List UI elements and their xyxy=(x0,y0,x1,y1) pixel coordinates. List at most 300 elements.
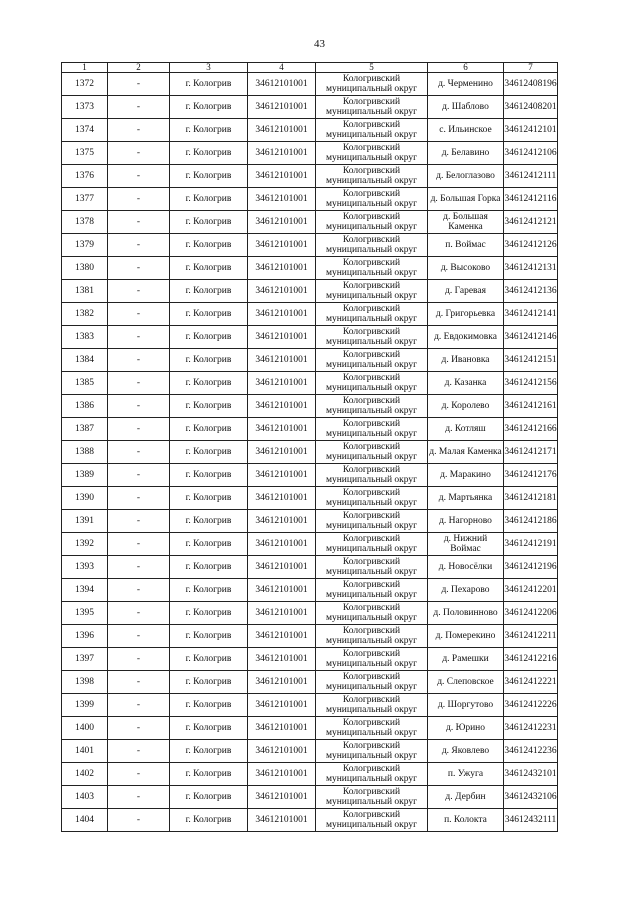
municipality-line-2: муниципальный округ xyxy=(325,475,418,485)
municipality-cell xyxy=(316,280,428,303)
dash-cell: - xyxy=(108,372,170,395)
oktmo-city-code-cell: 34612101001 xyxy=(248,602,316,625)
oktmo-city-code-cell: 34612101001 xyxy=(248,786,316,809)
settlement-name-cell: д. Григорьевка xyxy=(428,303,504,326)
settlement-code-cell: 34612412101 xyxy=(504,119,558,142)
settlement-name-cell: д. Шоргутово xyxy=(428,694,504,717)
municipality-cell xyxy=(316,533,428,556)
row-number-cell: 1394 xyxy=(62,579,108,602)
city-cell: г. Кологрив xyxy=(170,602,248,625)
oktmo-city-code-cell: 34612101001 xyxy=(248,257,316,280)
row-number-cell: 1395 xyxy=(62,602,108,625)
settlement-name-cell: д. Нижний Воймас xyxy=(428,533,504,556)
municipality-line-2: муниципальный округ xyxy=(325,728,418,738)
settlement-code-cell: 34612412231 xyxy=(504,717,558,740)
table-row xyxy=(62,142,558,165)
dash-cell: - xyxy=(108,694,170,717)
column-header: 2 xyxy=(108,63,170,73)
settlement-code-cell: 34612412166 xyxy=(504,418,558,441)
municipality-line-2: муниципальный округ xyxy=(325,820,418,830)
dash-cell: - xyxy=(108,740,170,763)
municipality-line-1: Кологривский xyxy=(342,557,401,567)
dash-cell: - xyxy=(108,487,170,510)
city-cell: г. Кологрив xyxy=(170,717,248,740)
city-cell: г. Кологрив xyxy=(170,418,248,441)
table-row xyxy=(62,579,558,602)
settlement-name-cell: д. Шаблово xyxy=(428,96,504,119)
municipality-line-2: муниципальный округ xyxy=(325,544,418,554)
municipality-line-2: муниципальный округ xyxy=(325,682,418,692)
table-row xyxy=(62,625,558,648)
row-number-cell: 1391 xyxy=(62,510,108,533)
settlement-name-cell: д. Маракино xyxy=(428,464,504,487)
municipality-cell xyxy=(316,556,428,579)
column-header: 3 xyxy=(170,63,248,73)
row-number-cell: 1387 xyxy=(62,418,108,441)
settlement-code-cell: 34612412146 xyxy=(504,326,558,349)
settlement-code-cell: 34612412226 xyxy=(504,694,558,717)
municipality-line-2: муниципальный округ xyxy=(325,84,418,94)
settlement-code-cell: 34612432106 xyxy=(504,786,558,809)
municipality-line-1: Кологривский xyxy=(342,350,401,360)
municipality-line-1: Кологривский xyxy=(342,764,401,774)
dash-cell: - xyxy=(108,280,170,303)
municipality-cell xyxy=(316,372,428,395)
oktmo-city-code-cell: 34612101001 xyxy=(248,556,316,579)
table-row xyxy=(62,763,558,786)
row-number-cell: 1396 xyxy=(62,625,108,648)
settlement-name-cell: д. Белавино xyxy=(428,142,504,165)
municipality-line-1: Кологривский xyxy=(342,718,401,728)
city-cell: г. Кологрив xyxy=(170,211,248,234)
column-header: 6 xyxy=(428,63,504,73)
table-row xyxy=(62,280,558,303)
settlement-code-cell: 34612412181 xyxy=(504,487,558,510)
municipality-line-1: Кологривский xyxy=(342,74,401,84)
oktmo-city-code-cell: 34612101001 xyxy=(248,464,316,487)
municipality-line-1: Кологривский xyxy=(342,442,401,452)
row-number-cell: 1377 xyxy=(62,188,108,211)
municipality-line-2: муниципальный округ xyxy=(325,429,418,439)
municipality-line-1: Кологривский xyxy=(342,212,401,222)
header-row xyxy=(62,63,558,73)
municipality-line-1: Кологривский xyxy=(342,189,401,199)
municipality-cell xyxy=(316,441,428,464)
table-row xyxy=(62,303,558,326)
table-row xyxy=(62,349,558,372)
oktmo-city-code-cell: 34612101001 xyxy=(248,372,316,395)
settlement-code-cell: 34612412221 xyxy=(504,671,558,694)
dash-cell: - xyxy=(108,579,170,602)
municipality-line-2: муниципальный округ xyxy=(325,521,418,531)
settlement-code-cell: 34612412111 xyxy=(504,165,558,188)
table-row xyxy=(62,188,558,211)
municipality-line-2: муниципальный округ xyxy=(325,130,418,140)
row-number-cell: 1380 xyxy=(62,257,108,280)
settlement-name-cell: д. Пехарово xyxy=(428,579,504,602)
oktmo-city-code-cell: 34612101001 xyxy=(248,234,316,257)
column-header: 1 xyxy=(62,63,108,73)
table-row xyxy=(62,740,558,763)
row-number-cell: 1379 xyxy=(62,234,108,257)
municipality-cell xyxy=(316,763,428,786)
municipality-cell xyxy=(316,694,428,717)
oktmo-city-code-cell: 34612101001 xyxy=(248,441,316,464)
municipality-line-2: муниципальный округ xyxy=(325,613,418,623)
table-row xyxy=(62,372,558,395)
municipality-line-1: Кологривский xyxy=(342,373,401,383)
dash-cell: - xyxy=(108,303,170,326)
municipality-line-2: муниципальный округ xyxy=(325,567,418,577)
settlements-table xyxy=(61,62,558,832)
municipality-line-2: муниципальный округ xyxy=(325,797,418,807)
municipality-cell xyxy=(316,188,428,211)
dash-cell: - xyxy=(108,326,170,349)
city-cell: г. Кологрив xyxy=(170,786,248,809)
municipality-line-2: муниципальный округ xyxy=(325,291,418,301)
municipality-line-2: муниципальный округ xyxy=(325,314,418,324)
municipality-cell xyxy=(316,510,428,533)
table-row xyxy=(62,786,558,809)
municipality-line-2: муниципальный округ xyxy=(325,705,418,715)
oktmo-city-code-cell: 34612101001 xyxy=(248,533,316,556)
settlement-name-cell: д. Померекино xyxy=(428,625,504,648)
municipality-line-2: муниципальный округ xyxy=(325,153,418,163)
table-row xyxy=(62,694,558,717)
municipality-cell xyxy=(316,809,428,832)
city-cell: г. Кологрив xyxy=(170,257,248,280)
municipality-line-2: муниципальный округ xyxy=(325,199,418,209)
municipality-cell xyxy=(316,349,428,372)
settlement-name-cell: д. Яковлево xyxy=(428,740,504,763)
municipality-line-2: муниципальный округ xyxy=(325,176,418,186)
municipality-cell xyxy=(316,671,428,694)
row-number-cell: 1400 xyxy=(62,717,108,740)
table-row xyxy=(62,395,558,418)
city-cell: г. Кологрив xyxy=(170,671,248,694)
row-number-cell: 1378 xyxy=(62,211,108,234)
column-header: 5 xyxy=(316,63,428,73)
city-cell: г. Кологрив xyxy=(170,372,248,395)
row-number-cell: 1399 xyxy=(62,694,108,717)
municipality-line-2: муниципальный округ xyxy=(325,107,418,117)
municipality-line-1: Кологривский xyxy=(342,235,401,245)
oktmo-city-code-cell: 34612101001 xyxy=(248,694,316,717)
column-header: 7 xyxy=(504,63,558,73)
oktmo-city-code-cell: 34612101001 xyxy=(248,119,316,142)
municipality-cell xyxy=(316,73,428,96)
municipality-line-1: Кологривский xyxy=(342,396,401,406)
city-cell: г. Кологрив xyxy=(170,395,248,418)
settlement-code-cell: 34612432101 xyxy=(504,763,558,786)
table-row xyxy=(62,717,558,740)
settlement-code-cell: 34612412136 xyxy=(504,280,558,303)
settlement-code-cell: 34612412131 xyxy=(504,257,558,280)
city-cell: г. Кологрив xyxy=(170,326,248,349)
municipality-line-2: муниципальный округ xyxy=(325,659,418,669)
city-cell: г. Кологрив xyxy=(170,142,248,165)
municipality-line-1: Кологривский xyxy=(342,97,401,107)
dash-cell: - xyxy=(108,648,170,671)
municipality-line-1: Кологривский xyxy=(342,695,401,705)
settlement-name-cell: п. Колокта xyxy=(428,809,504,832)
dash-cell: - xyxy=(108,142,170,165)
municipality-cell xyxy=(316,211,428,234)
dash-cell: - xyxy=(108,786,170,809)
settlement-code-cell: 34612412201 xyxy=(504,579,558,602)
municipality-cell xyxy=(316,602,428,625)
municipality-cell xyxy=(316,648,428,671)
row-number-cell: 1381 xyxy=(62,280,108,303)
municipality-cell xyxy=(316,165,428,188)
dash-cell: - xyxy=(108,464,170,487)
dash-cell: - xyxy=(108,165,170,188)
oktmo-city-code-cell: 34612101001 xyxy=(248,211,316,234)
municipality-cell xyxy=(316,418,428,441)
settlement-code-cell: 34612412236 xyxy=(504,740,558,763)
municipality-cell xyxy=(316,625,428,648)
oktmo-city-code-cell: 34612101001 xyxy=(248,395,316,418)
oktmo-city-code-cell: 34612101001 xyxy=(248,326,316,349)
settlement-name-cell: д. Дербин xyxy=(428,786,504,809)
municipality-line-1: Кологривский xyxy=(342,143,401,153)
row-number-cell: 1372 xyxy=(62,73,108,96)
municipality-cell xyxy=(316,395,428,418)
page-number: 43 xyxy=(314,38,325,50)
settlement-code-cell: 34612412196 xyxy=(504,556,558,579)
dash-cell: - xyxy=(108,418,170,441)
settlement-code-cell: 34612412106 xyxy=(504,142,558,165)
row-number-cell: 1402 xyxy=(62,763,108,786)
row-number-cell: 1401 xyxy=(62,740,108,763)
city-cell: г. Кологрив xyxy=(170,579,248,602)
city-cell: г. Кологрив xyxy=(170,487,248,510)
table-row xyxy=(62,165,558,188)
municipality-line-1: Кологривский xyxy=(342,281,401,291)
settlement-code-cell: 34612412171 xyxy=(504,441,558,464)
row-number-cell: 1390 xyxy=(62,487,108,510)
settlement-name-cell: п. Воймас xyxy=(428,234,504,257)
dash-cell: - xyxy=(108,602,170,625)
dash-cell: - xyxy=(108,73,170,96)
settlement-code-cell: 34612412176 xyxy=(504,464,558,487)
city-cell: г. Кологрив xyxy=(170,763,248,786)
oktmo-city-code-cell: 34612101001 xyxy=(248,510,316,533)
table-row xyxy=(62,326,558,349)
municipality-line-1: Кологривский xyxy=(342,258,401,268)
settlement-name-cell: д. Малая Каменка xyxy=(428,441,504,464)
city-cell: г. Кологрив xyxy=(170,441,248,464)
settlement-name-cell: с. Ильинское xyxy=(428,119,504,142)
city-cell: г. Кологрив xyxy=(170,809,248,832)
settlement-code-cell: 34612412141 xyxy=(504,303,558,326)
city-cell: г. Кологрив xyxy=(170,349,248,372)
column-header: 4 xyxy=(248,63,316,73)
city-cell: г. Кологрив xyxy=(170,96,248,119)
oktmo-city-code-cell: 34612101001 xyxy=(248,487,316,510)
oktmo-city-code-cell: 34612101001 xyxy=(248,73,316,96)
city-cell: г. Кологрив xyxy=(170,533,248,556)
municipality-line-2: муниципальный округ xyxy=(325,222,418,232)
municipality-line-1: Кологривский xyxy=(342,810,401,820)
city-cell: г. Кологрив xyxy=(170,280,248,303)
settlement-name-cell: п. Ужуга xyxy=(428,763,504,786)
settlement-name-cell: д. Рамешки xyxy=(428,648,504,671)
settlement-code-cell: 34612412156 xyxy=(504,372,558,395)
row-number-cell: 1373 xyxy=(62,96,108,119)
settlement-name-cell: д. Новосёлки xyxy=(428,556,504,579)
row-number-cell: 1404 xyxy=(62,809,108,832)
municipality-line-2: муниципальный округ xyxy=(325,406,418,416)
settlement-code-cell: 34612412191 xyxy=(504,533,558,556)
settlement-name-cell: д. Высоково xyxy=(428,257,504,280)
municipality-cell xyxy=(316,786,428,809)
settlement-name-cell: д. Большая Каменка xyxy=(428,211,504,234)
oktmo-city-code-cell: 34612101001 xyxy=(248,96,316,119)
oktmo-city-code-cell: 34612101001 xyxy=(248,648,316,671)
municipality-line-2: муниципальный округ xyxy=(325,383,418,393)
city-cell: г. Кологрив xyxy=(170,303,248,326)
dash-cell: - xyxy=(108,188,170,211)
table-row xyxy=(62,533,558,556)
city-cell: г. Кологрив xyxy=(170,464,248,487)
settlement-code-cell: 34612412151 xyxy=(504,349,558,372)
municipality-cell xyxy=(316,487,428,510)
settlement-name-cell: д. Ивановка xyxy=(428,349,504,372)
settlement-name-cell: д. Казанка xyxy=(428,372,504,395)
municipality-cell xyxy=(316,303,428,326)
table-row xyxy=(62,119,558,142)
oktmo-city-code-cell: 34612101001 xyxy=(248,740,316,763)
municipality-line-1: Кологривский xyxy=(342,603,401,613)
dash-cell: - xyxy=(108,96,170,119)
oktmo-city-code-cell: 34612101001 xyxy=(248,418,316,441)
settlement-code-cell: 34612412121 xyxy=(504,211,558,234)
oktmo-city-code-cell: 34612101001 xyxy=(248,303,316,326)
city-cell: г. Кологрив xyxy=(170,234,248,257)
municipality-cell xyxy=(316,96,428,119)
municipality-line-1: Кологривский xyxy=(342,672,401,682)
row-number-cell: 1393 xyxy=(62,556,108,579)
table-row xyxy=(62,556,558,579)
row-number-cell: 1385 xyxy=(62,372,108,395)
settlement-code-cell: 34612412126 xyxy=(504,234,558,257)
municipality-line-2: муниципальный округ xyxy=(325,452,418,462)
settlement-name-cell: д. Юрино xyxy=(428,717,504,740)
municipality-line-2: муниципальный округ xyxy=(325,636,418,646)
table-row xyxy=(62,234,558,257)
oktmo-city-code-cell: 34612101001 xyxy=(248,625,316,648)
oktmo-city-code-cell: 34612101001 xyxy=(248,763,316,786)
dash-cell: - xyxy=(108,257,170,280)
city-cell: г. Кологрив xyxy=(170,119,248,142)
municipality-cell xyxy=(316,717,428,740)
oktmo-city-code-cell: 34612101001 xyxy=(248,717,316,740)
dash-cell: - xyxy=(108,234,170,257)
municipality-line-1: Кологривский xyxy=(342,741,401,751)
oktmo-city-code-cell: 34612101001 xyxy=(248,142,316,165)
table-row xyxy=(62,809,558,832)
row-number-cell: 1376 xyxy=(62,165,108,188)
dash-cell: - xyxy=(108,349,170,372)
oktmo-city-code-cell: 34612101001 xyxy=(248,579,316,602)
table-row xyxy=(62,96,558,119)
municipality-line-1: Кологривский xyxy=(342,787,401,797)
city-cell: г. Кологрив xyxy=(170,740,248,763)
settlement-code-cell: 34612412211 xyxy=(504,625,558,648)
city-cell: г. Кологрив xyxy=(170,188,248,211)
settlement-name-cell: д. Евдокимовка xyxy=(428,326,504,349)
municipality-line-1: Кологривский xyxy=(342,649,401,659)
municipality-cell xyxy=(316,257,428,280)
dash-cell: - xyxy=(108,119,170,142)
municipality-line-1: Кологривский xyxy=(342,327,401,337)
table-body xyxy=(62,63,558,832)
dash-cell: - xyxy=(108,441,170,464)
settlement-code-cell: 34612412161 xyxy=(504,395,558,418)
city-cell: г. Кологрив xyxy=(170,510,248,533)
oktmo-city-code-cell: 34612101001 xyxy=(248,809,316,832)
city-cell: г. Кологрив xyxy=(170,694,248,717)
settlement-name-cell: д. Белоглазово xyxy=(428,165,504,188)
municipality-line-1: Кологривский xyxy=(342,465,401,475)
table-row xyxy=(62,648,558,671)
row-number-cell: 1392 xyxy=(62,533,108,556)
municipality-line-2: муниципальный округ xyxy=(325,360,418,370)
municipality-cell xyxy=(316,740,428,763)
city-cell: г. Кологрив xyxy=(170,556,248,579)
dash-cell: - xyxy=(108,625,170,648)
dash-cell: - xyxy=(108,671,170,694)
municipality-cell xyxy=(316,142,428,165)
municipality-cell xyxy=(316,119,428,142)
municipality-line-2: муниципальный округ xyxy=(325,245,418,255)
table-row xyxy=(62,418,558,441)
row-number-cell: 1388 xyxy=(62,441,108,464)
municipality-line-1: Кологривский xyxy=(342,534,401,544)
settlement-name-cell: д. Королево xyxy=(428,395,504,418)
row-number-cell: 1383 xyxy=(62,326,108,349)
settlement-name-cell: д. Половинново xyxy=(428,602,504,625)
row-number-cell: 1382 xyxy=(62,303,108,326)
municipality-line-1: Кологривский xyxy=(342,626,401,636)
municipality-line-1: Кологривский xyxy=(342,511,401,521)
row-number-cell: 1384 xyxy=(62,349,108,372)
table-row xyxy=(62,487,558,510)
municipality-line-2: муниципальный округ xyxy=(325,590,418,600)
row-number-cell: 1375 xyxy=(62,142,108,165)
row-number-cell: 1389 xyxy=(62,464,108,487)
table-row xyxy=(62,257,558,280)
settlement-name-cell: д. Нагорново xyxy=(428,510,504,533)
municipality-line-1: Кологривский xyxy=(342,488,401,498)
city-cell: г. Кологрив xyxy=(170,648,248,671)
municipality-line-2: муниципальный округ xyxy=(325,751,418,761)
settlement-code-cell: 34612412216 xyxy=(504,648,558,671)
municipality-line-2: муниципальный округ xyxy=(325,774,418,784)
table-row xyxy=(62,510,558,533)
municipality-line-1: Кологривский xyxy=(342,419,401,429)
municipality-cell xyxy=(316,234,428,257)
dash-cell: - xyxy=(108,211,170,234)
dash-cell: - xyxy=(108,763,170,786)
oktmo-city-code-cell: 34612101001 xyxy=(248,280,316,303)
dash-cell: - xyxy=(108,533,170,556)
municipality-cell xyxy=(316,326,428,349)
settlement-code-cell: 34612408196 xyxy=(504,73,558,96)
dash-cell: - xyxy=(108,510,170,533)
municipality-line-1: Кологривский xyxy=(342,166,401,176)
